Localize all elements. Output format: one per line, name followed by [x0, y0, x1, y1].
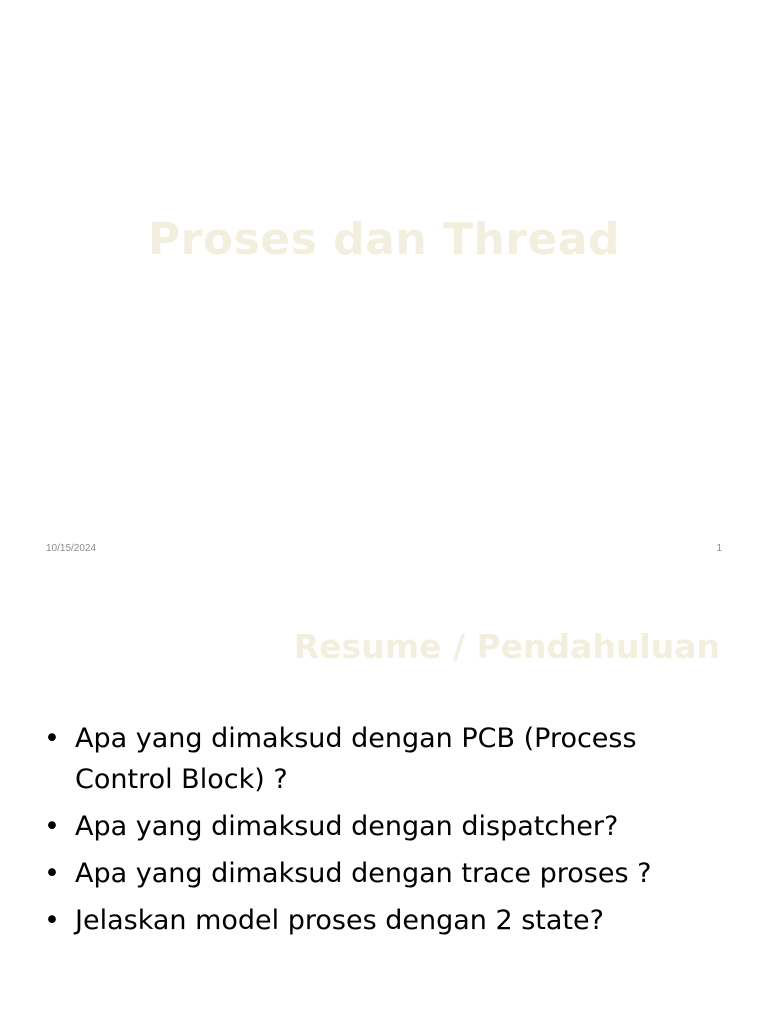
bullet-item — [44, 853, 684, 894]
bullet-text: Apa yang dimaksud dengan PCB (Process Control Block) ? — [75, 723, 637, 795]
slide-date: 10/15/2024 — [46, 543, 97, 554]
bullet-icon: • — [44, 723, 60, 754]
slide-number: 1 — [716, 543, 722, 554]
bullet-item — [44, 718, 684, 800]
bullet-text: Jelaskan model proses dengan 2 state? — [75, 905, 604, 936]
slide-title: Proses dan Thread — [147, 214, 621, 265]
slide-2 — [0, 576, 768, 1024]
bullet-text: Apa yang dimaksud dengan trace proses ? — [75, 858, 652, 889]
slide-title: Resume / Pendahuluan — [293, 627, 720, 666]
bullet-text: Apa yang dimaksud dengan dispatcher? — [75, 811, 619, 842]
bullet-icon: • — [44, 858, 60, 889]
bullet-list — [44, 718, 684, 947]
bullet-icon: • — [44, 905, 60, 936]
bullet-item — [44, 806, 684, 847]
bullet-item — [44, 900, 684, 941]
bullet-icon: • — [44, 811, 60, 842]
